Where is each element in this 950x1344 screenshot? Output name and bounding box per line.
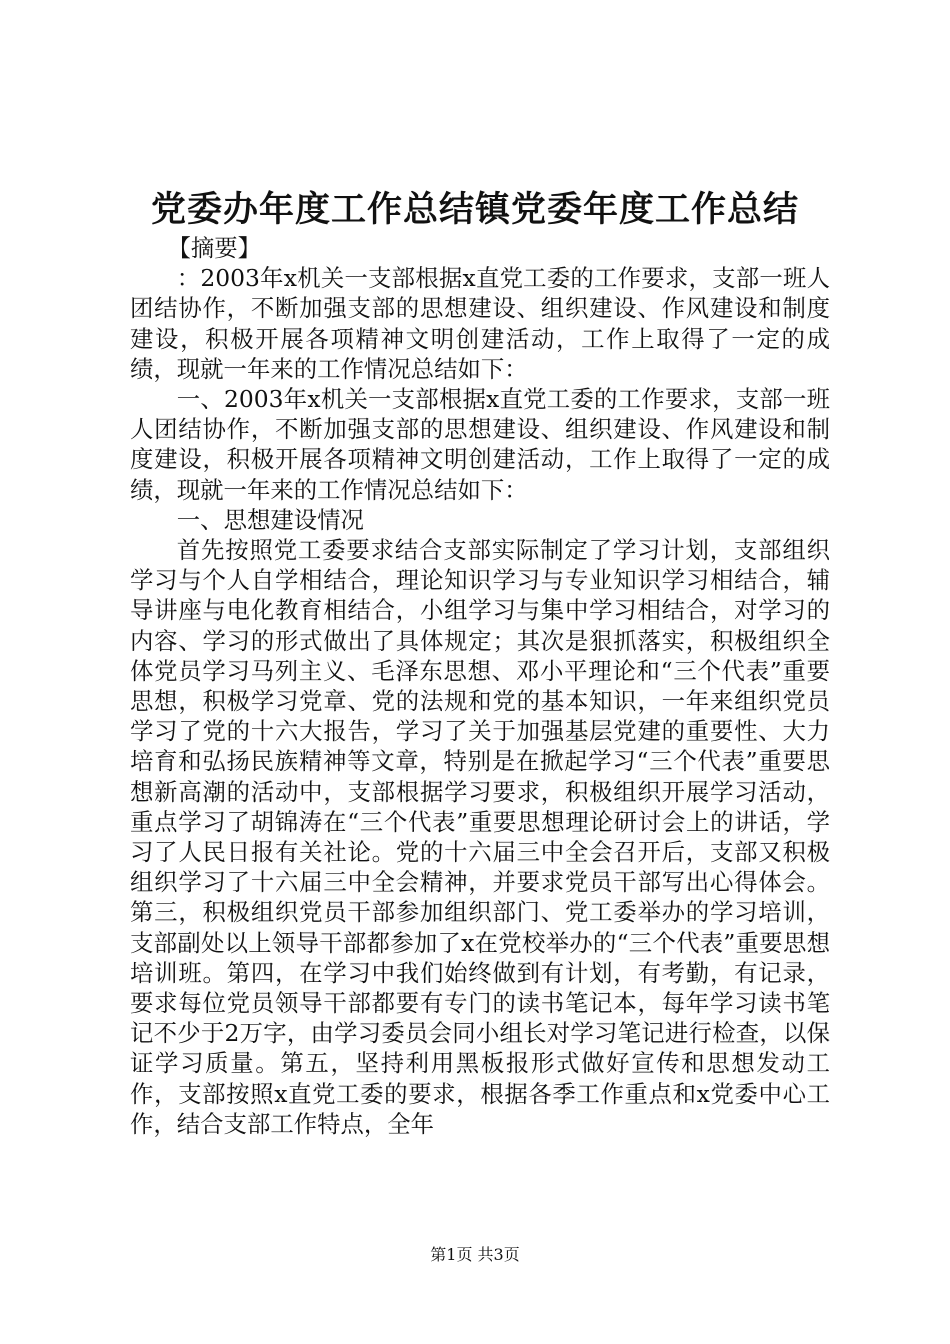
abstract-paragraph: ：2003年x机关一支部根据x直党工委的工作要求，支部一班人团结协作，不断加强支部的思想建设、组织建设、作风建设和制度建设，积极开展各项精神文明创建活动，工作上取得了一定的成绩，现就一年来的工作情况总结如下： — [130, 264, 830, 383]
abstract-label: 【摘要】 — [167, 234, 261, 262]
section-heading: 一、思想建设情况 — [176, 505, 364, 534]
body-paragraph: 一、2003年x机关一支部根据x直党工委的工作要求，支部一班人团结协作，不断加强支部的思想建设、组织建设、作风建设和制度建设，积极开展各项精神文明创建活动，工作上取得了一定的成绩，现就一年来的工作情况总结如下： — [130, 385, 830, 504]
document-title: 党委办年度工作总结镇党委年度工作总结 — [150, 189, 799, 230]
page-number: 第1页 共3页 — [430, 1245, 520, 1264]
body-paragraph: 首先按照党工委要求结合支部实际制定了学习计划，支部组织学习与个人自学相结合，理论知识学习与专业知识学习相结合，辅导讲座与电化教育相结合，小组学习与集中学习相结合，对学习的内容、学习的形式做出了具体规定；其次是狠抓落实，积极组织全体党员学习马列主义、毛泽东思想、邓小平理论和“三个代表”重要思想，积极学习党章、党的法规和党的基本知识，一年来组织党员学习了党的十六大报告，学习了关于加强基层党建的重要性、大力培育和弘扬民族精神等文章，特别是在掀起学习“三个代表”重要思想新高潮的活动中，支部根据学习要求，积极组织开展学习活动，重点学习了胡锦涛在“三个代表”重要思想理论研讨会上的讲话，学习了人民日报有关社论。党的十六届三中全会召开后，支部又积极组织学习了十六届三中全会精神，并要求党员干部写出心得体会。第三，积极组织党员干部参加组织部门、党工委举办的学习培训，支部副处以上领导干部都参加了x在党校举办的“三个代表”重要思想培训班。第四，在学习中我们始终做到有计划，有考勤，有记录，要求每位党员领导干部都要有专门的读书笔记本，每年学习读书笔记不少于2万字，由学习委员会同小组长对学习笔记进行检查，以保证学习质量。第五，坚持利用黑板报形式做好宣传和思想发动工作，支部按照x直党工委的要求，根据各季工作重点和x党委中心工作，结合支部工作特点，全年 — [130, 536, 830, 1138]
document-body — [130, 233, 830, 1139]
